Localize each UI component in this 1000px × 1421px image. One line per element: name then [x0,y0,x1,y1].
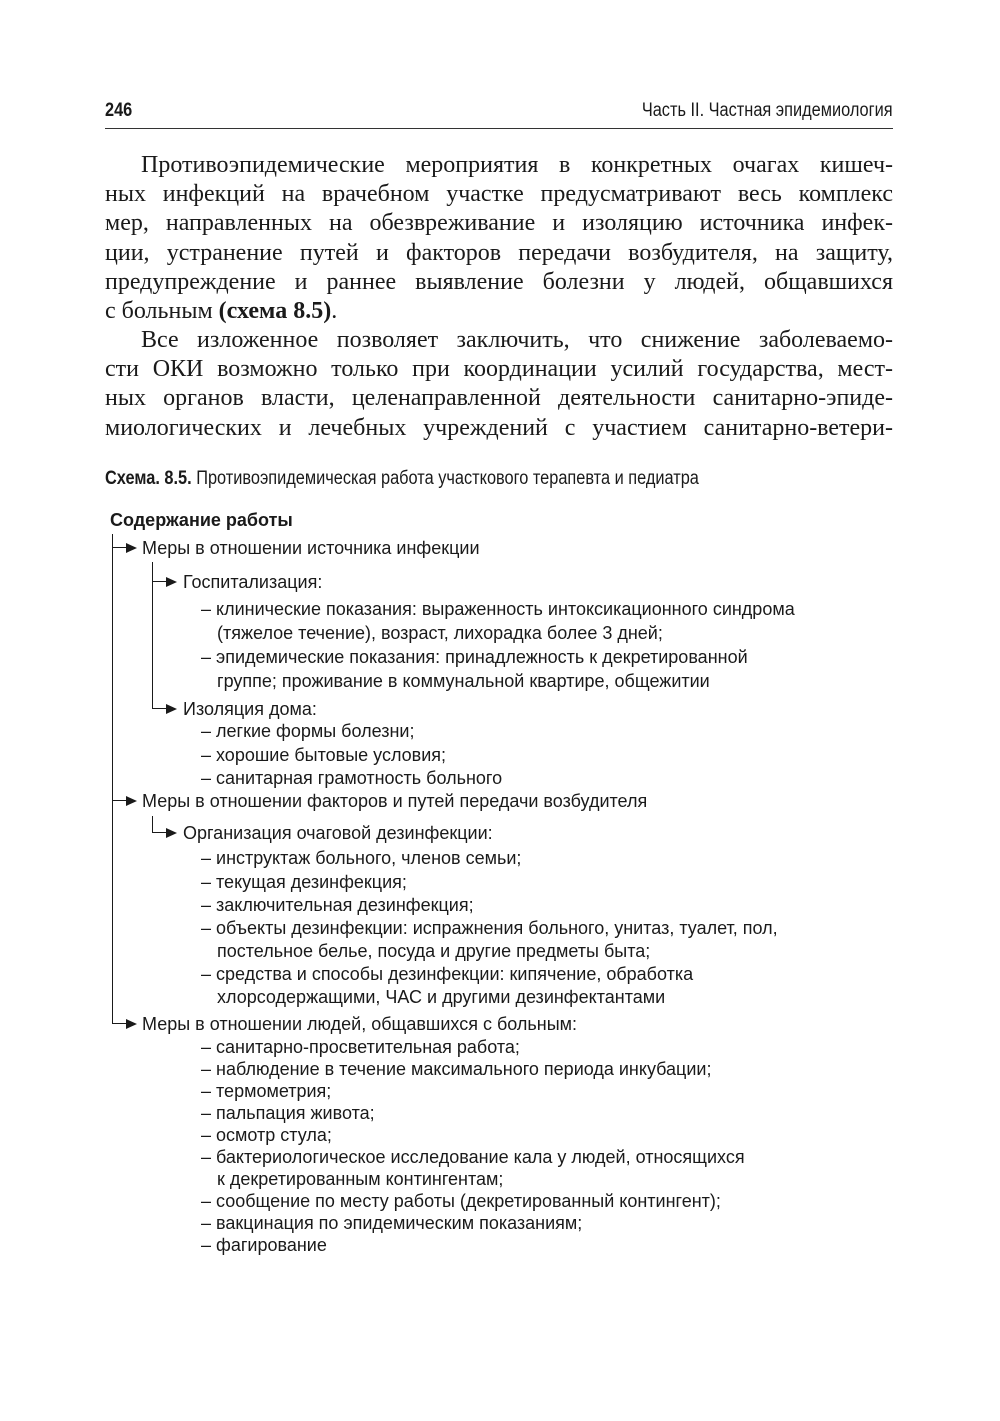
arrow-right-icon [166,577,177,587]
text-fragment: . [331,297,338,324]
list-item: к декретированным контингентам; [217,1169,504,1189]
text-line: Все изложенное позволяет заключить, что снижение заболеваемо- [141,327,893,353]
list-item: – объекты дезинфекции: испражнения больного, унитаз, туалет, пол, [201,918,778,938]
scheme-caption [105,468,699,490]
source-heading: Меры в отношении источника инфекции [142,538,480,558]
list-item: – средства и способы дезинфекции: кипячение, обработка [201,964,694,984]
list-item: – легкие формы болезни; [201,721,415,741]
scheme-title: Содержание работы [110,510,293,530]
list-item: – фагирование [201,1235,327,1255]
list-item: – бактериологическое исследование кала у людей, относящихся [201,1147,745,1167]
text-line: предупреждение и раннее выявление болезни у людей, общавшихся [105,268,893,295]
list-item: группе; проживание в коммунальной квартире, общежитии [217,671,710,691]
text-fragment: с больным [105,297,219,324]
paragraph-2 [105,326,893,443]
text-line: сти ОКИ возможно только при координации усилий государства, мест- [105,356,893,383]
list-item: (тяжелое течение), возраст, лихорадка более 3 дней; [217,623,663,643]
sub-connector-line [152,562,153,708]
list-item: хлорсодержащими, ЧАС и другими дезинфектантами [217,987,666,1007]
main-connector-line [112,534,113,1024]
factors-heading: Меры в отношении факторов и путей передачи возбудителя [142,791,648,811]
text-line: Противоэпидемические мероприятия в конкретных очагах кишеч- [141,152,893,178]
list-item: – заключительная дезинфекция; [201,895,474,915]
list-item: – наблюдение в течение максимального периода инкубации; [201,1059,712,1079]
page-number: 246 [105,100,133,121]
home-isolation-heading: Изоляция дома: [183,699,317,719]
list-item: – термометрия; [201,1081,332,1101]
caption-label: Схема. 8.5. [105,468,192,489]
list-item: – хорошие бытовые условия; [201,745,447,765]
disinfection-heading: Организация очаговой дезинфекции: [183,823,493,843]
text-line: мер, направленных на обезвреживание и изоляцию источника инфек- [105,210,893,237]
list-item: – клинические показания: выраженность интоксикационного синдрома [201,599,795,619]
hospital-heading: Госпитализация: [183,572,323,592]
text-line: ных органов власти, целенаправленной деятельности санитарно-эпиде- [105,385,893,412]
list-item: – сообщение по месту работы (декретированный контингент); [201,1191,721,1211]
text-line: миологических и лечебных учреждений с участием санитарно-ветери- [105,414,893,441]
page-header [105,98,893,129]
scheme-reference: (схема 8.5) [218,297,332,324]
contacts-heading: Меры в отношении людей, общавшихся с больным: [142,1014,578,1034]
list-item: – осмотр стула; [201,1125,332,1145]
list-item: постельное белье, посуда и другие предметы быта; [217,941,651,961]
arrow-right-icon [166,828,177,838]
list-item: – инструктаж больного, членов семьи; [201,848,522,868]
text-line: ции, устранение путей и факторов передачи возбудителя, на защиту, [105,239,893,266]
arrow-right-icon [126,1019,137,1029]
list-item: – санитарно-просветительная работа; [201,1037,520,1057]
running-title: Часть II. Частная эпидемиология [642,100,893,121]
list-item: – текущая дезинфекция; [201,872,407,892]
list-item: – вакцинация по эпидемическим показаниям; [201,1213,583,1233]
text-line: ных инфекций на врачебном участке предусматривают весь комплекс [105,181,893,208]
text-line [105,297,893,326]
caption-text: Противоэпидемическая работа участкового терапевта и педиатра [191,468,699,489]
arrow-right-icon [126,796,137,806]
list-item: – санитарная грамотность больного [201,768,503,788]
arrow-right-icon [126,543,137,553]
sub-connector-line [152,816,153,832]
arrow-right-icon [166,704,177,714]
list-item: – эпидемические показания: принадлежность к декретированной [201,647,748,667]
list-item: – пальпация живота; [201,1103,375,1123]
paragraph-1 [105,151,893,326]
